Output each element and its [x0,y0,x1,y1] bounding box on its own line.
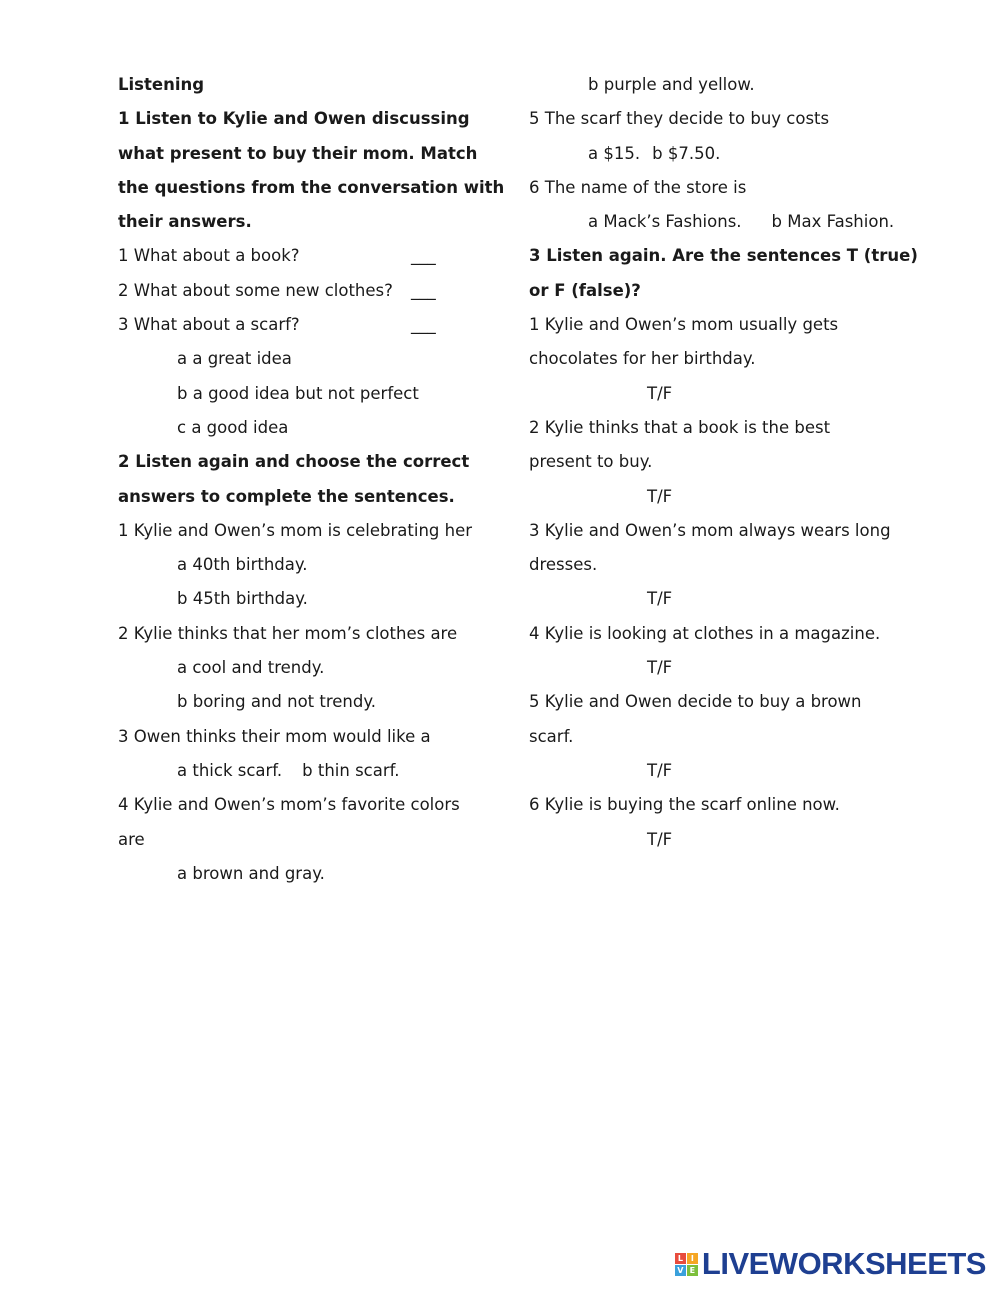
ex2-option[interactable]: a thick scarf. [177,760,283,780]
ex1-instruction-line: 1 Listen to Kylie and Owen discussing [118,109,470,129]
ex2-option[interactable]: b purple and yellow. [588,75,755,94]
ex3-statement-cont: scarf. [529,726,574,746]
ex2-question-4-cont: are [118,829,145,849]
ex3-statement: 3 Kylie and Owen’s mom always wears long [529,520,891,540]
ex2-question-1: 1 Kylie and Owen’s mom is celebrating her [118,520,473,540]
logo-block: E [687,1265,698,1276]
logo-block: I [687,1253,698,1264]
ex1-instruction-line: the questions from the conversation with [118,177,505,197]
ex2-option[interactable]: b $7.50. [652,143,721,163]
answer-blank[interactable]: ___ [411,315,436,335]
ex2-option-row [529,205,929,239]
answer-blank[interactable]: ___ [411,246,436,266]
ex2-option[interactable]: b Max Fashion. [771,212,895,232]
ex3-statement: 4 Kylie is looking at clothes in a magazine. [529,623,881,643]
ex2-option[interactable]: b boring and not trendy. [177,692,377,712]
ex3-instruction-line: 3 Listen again. Are the sentences T (true) [529,246,918,266]
ex2-question-4: 4 Kylie and Owen’s mom’s favorite colors [118,795,460,815]
ex2-instruction-line: 2 Listen again and choose the correct [118,452,470,472]
ex2-option[interactable]: a $15. [588,143,641,163]
ex2-option-row [118,754,498,788]
question-text: 1 What about a book? [118,246,300,266]
ex2-option[interactable]: b thin scarf. [302,760,400,780]
ex2-option[interactable]: a brown and gray. [177,863,325,883]
ex3-instruction-line: or F (false)? [529,280,641,300]
question-text: 2 What about some new clothes? [118,280,393,300]
ex3-statement-cont: chocolates for her birthday. [529,349,756,369]
left-column [118,68,505,891]
right-column [529,68,929,857]
ex3-statement-cont: dresses. [529,555,598,575]
ex2-question-6: 6 The name of the store is [529,177,747,197]
ex2-instruction-line: answers to complete the sentences. [118,486,455,506]
ex1-answer-option: c a good idea [177,417,289,437]
ex3-statement: 6 Kylie is buying the scarf online now. [529,795,840,815]
ex2-option[interactable]: b 45th birthday. [177,589,308,609]
ex1-question-1 [118,239,498,273]
ex2-question-5: 5 The scarf they decide to buy costs [529,109,830,129]
ex3-statement: 5 Kylie and Owen decide to buy a brown [529,692,862,712]
true-false-choice[interactable]: T/F [647,486,673,506]
true-false-choice[interactable]: T/F [647,760,673,780]
ex2-option-row [529,137,929,171]
ex2-option[interactable]: a 40th birthday. [177,555,308,575]
logo-block: L [675,1253,686,1264]
true-false-choice[interactable]: T/F [647,383,673,403]
true-false-choice[interactable]: T/F [647,658,673,678]
ex1-question-3 [118,308,498,342]
ex1-answer-option: a a great idea [177,349,292,369]
true-false-choice[interactable]: T/F [647,829,673,849]
ex3-statement-cont: present to buy. [529,452,653,472]
ex1-instruction-line: their answers. [118,212,252,232]
ex2-question-3: 3 Owen thinks their mom would like a [118,726,431,746]
question-text: 3 What about a scarf? [118,315,300,335]
ex3-statement: 1 Kylie and Owen’s mom usually gets [529,315,839,335]
logo-icon [675,1253,698,1276]
logo-block: V [675,1265,686,1276]
ex1-instruction-line: what present to buy their mom. Match [118,143,478,163]
ex2-option[interactable]: a cool and trendy. [177,658,325,678]
true-false-choice[interactable]: T/F [647,589,673,609]
ex2-option[interactable]: a Mack’s Fashions. [588,212,742,232]
ex1-question-2 [118,274,498,308]
ex3-statement: 2 Kylie thinks that a book is the best [529,417,831,437]
ex1-answer-option: b a good idea but not perfect [177,383,419,403]
liveworksheets-logo [675,1246,986,1282]
ex2-question-2: 2 Kylie thinks that her mom’s clothes are [118,623,458,643]
answer-blank[interactable]: ___ [411,280,436,300]
logo-text: LIVEWORKSHEETS [701,1246,986,1281]
section-heading: Listening [118,75,205,94]
